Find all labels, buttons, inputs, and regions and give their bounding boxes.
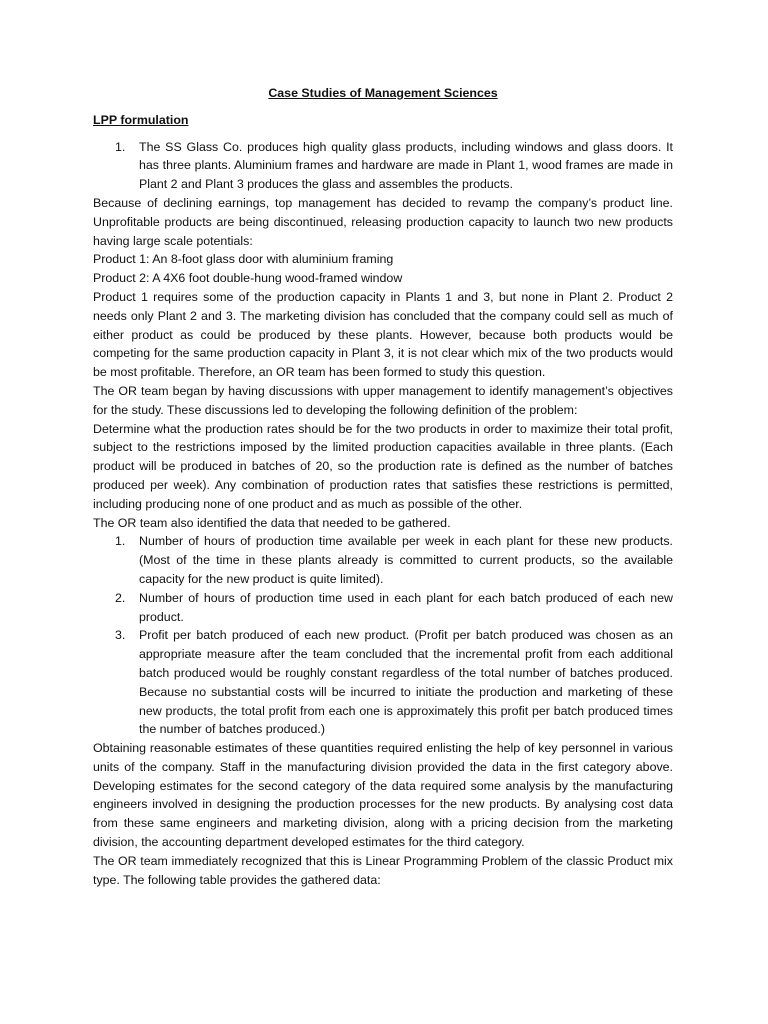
data-item [93, 589, 673, 627]
product-2-line: Product 2: A 4X6 foot double-hung wood-framed window [93, 271, 403, 286]
data-item-text: Profit per batch produced of each new product. (Profit per batch produced was chosen as an appropriate measure after the team concluded that the incremental profit from each additional batch produced would be roughly constant regardless of the total number of batches produced. Because no substantial costs will be incurred to initiate the production and marketing of these new products, the total profit from each one is approximately this profit per batch produced times the number of batches produced.) [139, 628, 673, 737]
paragraph-data-intro: The OR team also identified the data that needed to be gathered. [93, 515, 451, 530]
paragraph-product-line: Because of declining earnings, top management has decided to revamp the company’s product line. Unprofitable products are being discontinued, releasing production capacity to launch two new products having large scale potentials: [93, 195, 673, 248]
data-item-number: 3. [115, 628, 126, 643]
data-item [93, 532, 673, 588]
paragraph-estimates: Obtaining reasonable estimates of these quantities required enlisting the help of key personnel in various units of the company. Staff in the manufacturing division provided the data in the first category above. Developing estimates for the second category of the data required some analysis by the manufacturing engineers involved in designing the production processes for the new products. By analysing cost data from these same engineers and marketing division, along with a pricing decision from the marketing division, the accounting department developed estimates for the third category. [93, 741, 673, 850]
problem-list [93, 138, 673, 194]
data-item [93, 626, 673, 739]
data-item-number: 2. [115, 590, 126, 605]
paragraph-or-team-discussions: The OR team began by having discussions with upper management to identify management’s objectives for the study. These discussions led to developing the following definition of the problem: [93, 383, 673, 417]
data-item-text: Number of hours of production time available per week in each plant for these new products. (Most of the time in these plants already is committed to current products, so the available capacity for the new product is quite limited). [139, 534, 673, 586]
problem-item [93, 138, 673, 194]
document-title: Case Studies of Management Sciences [268, 86, 498, 100]
paragraph-problem-definition: Determine what the production rates should be for the two products in order to maximize their total profit, subject to the restrictions imposed by the limited production capacities available in three plants. (Each product will be produced in batches of 20, so the production rate is defined as the number of batches produced per week). Any combination of production rates that satisfies these restrictions is permitted, including producing none of one product and as much as possible of the other. [93, 421, 673, 511]
product-1-line: Product 1: An 8-foot glass door with aluminium framing [93, 252, 394, 267]
problem-item-number: 1. [115, 139, 126, 154]
section-heading: LPP formulation [93, 112, 189, 127]
problem-item-text: The SS Glass Co. produces high quality glass products, including windows and glass doors. It has three plants. Aluminium frames and hardware are made in Plant 1, wood frames are made in Plant 2 and Plant 3 produces the glass and assembles the products. [139, 139, 673, 192]
data-item-number: 1. [115, 534, 126, 549]
data-item-text: Number of hours of production time used in each plant for each batch produced of each new product. [139, 590, 673, 624]
paragraph-table-intro: The OR team immediately recognized that this is Linear Programming Problem of the classic Product mix type. The following table provides the gathered data: [93, 853, 673, 887]
paragraph-plant-capacity: Product 1 requires some of the production capacity in Plants 1 and 3, but none in Plant 2. Product 2 needs only Plant 2 and 3. The marketing division has concluded that the company could sell as much of either product as could be produced by these plants. However, because both products would be competing for the same production capacity in Plant 3, it is not clear which mix of the two products would be most profitable. Therefore, an OR team has been formed to study this question. [93, 289, 673, 380]
document-page [93, 84, 673, 889]
data-items-list [93, 532, 673, 739]
